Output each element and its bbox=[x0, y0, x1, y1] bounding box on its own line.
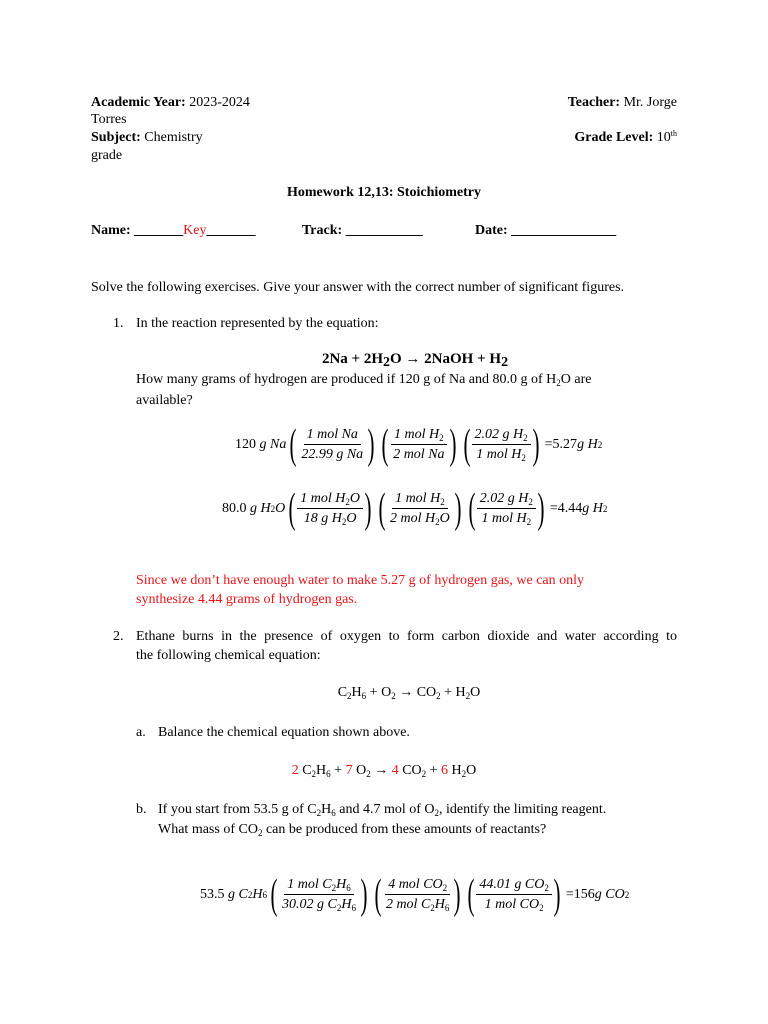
q1-equation bbox=[0, 350, 768, 368]
q2b-text: , identify the limiting reagent. bbox=[439, 802, 607, 817]
subscript: 2 bbox=[331, 883, 337, 893]
fraction-denominator: O bbox=[439, 511, 450, 526]
subscript: 2 bbox=[430, 903, 435, 913]
q2-eq-part: + O bbox=[366, 685, 392, 700]
fraction-denominator: 2 mol H bbox=[390, 511, 436, 526]
arrow-icon: → bbox=[405, 351, 421, 367]
q2-eq-part: O bbox=[470, 685, 481, 700]
calc-unit: g Na bbox=[259, 437, 287, 452]
q1-eq-sub: 2 bbox=[383, 355, 390, 370]
name-blank-right: _______ bbox=[206, 223, 256, 238]
q2a-balanced-equation: 2 $C_2H_6 + 7$ $O_2 \to 4$ $CO_2 + 6$ $H_2O$ bbox=[291, 763, 477, 779]
fraction-denominator: 2 mol Na bbox=[393, 447, 445, 462]
subject-value: Chemistry bbox=[144, 130, 203, 145]
fraction-numerator: 4 mol CO bbox=[388, 877, 443, 892]
name-label: Name: bbox=[91, 223, 131, 238]
grade-label: Grade Level: bbox=[574, 130, 654, 145]
grade-wrap: grade bbox=[91, 148, 123, 163]
q2-number: 2. bbox=[113, 629, 124, 644]
fraction-denominator: H bbox=[434, 897, 445, 912]
q2b-text: If you start from 53.5 g of C bbox=[158, 802, 317, 817]
coefficient: 7 bbox=[345, 763, 353, 778]
fraction-numerator: ( 1 mol Na bbox=[304, 427, 361, 445]
fraction-denominator: 1 mol CO bbox=[484, 897, 540, 912]
calc-result: =4.44 bbox=[549, 501, 583, 516]
fraction-numerator: 2.02 g H bbox=[474, 427, 524, 442]
q2b-line-2 bbox=[158, 822, 546, 839]
teacher-value: Mr. Jorge bbox=[623, 95, 677, 110]
subscript: 2 bbox=[347, 691, 352, 701]
q1-question bbox=[136, 372, 591, 389]
track-field[interactable] bbox=[302, 223, 423, 240]
page-title: Homework 12,13: Stoichiometry bbox=[286, 185, 482, 200]
date-blank: _______________ bbox=[511, 223, 617, 238]
arrow-icon: → bbox=[370, 763, 392, 778]
calc-unit: g H bbox=[582, 501, 603, 516]
q1-answer-line-1: Since we don’t have enough water to make 5.27 g of hydrogen gas, we can only bbox=[136, 573, 585, 588]
q2-equation bbox=[0, 685, 768, 702]
q2-prompt-line-1: Ethane burns in the presence of oxygen to form carbon dioxide and water according to bbox=[136, 629, 677, 644]
calc-result: =156 bbox=[565, 887, 595, 902]
track-blank: ___________ bbox=[345, 223, 423, 238]
q2a-letter: a. bbox=[136, 725, 146, 740]
fraction-denominator: 30.02 g C bbox=[281, 897, 337, 912]
subscript: 2 bbox=[461, 769, 467, 779]
subscript: 2 bbox=[439, 433, 444, 443]
subscript: 2 bbox=[391, 691, 396, 701]
teacher bbox=[568, 95, 677, 112]
fraction-numerator: 44.01 g CO bbox=[479, 877, 545, 892]
q2b-text: What mass of CO bbox=[158, 822, 258, 837]
calc-lead: 53.5 bbox=[200, 887, 225, 902]
name-value: Key bbox=[183, 223, 207, 238]
grade-sup: th bbox=[670, 129, 677, 138]
subscript: 2 bbox=[539, 903, 544, 913]
q1-eq-part: 2NaOH + H bbox=[420, 351, 502, 367]
academic-year bbox=[91, 95, 250, 112]
subscript: 2 bbox=[421, 769, 427, 779]
q1-question-text: How many grams of hydrogen are produced if 120 g of Na and 80.0 g of H bbox=[136, 372, 557, 387]
coefficient: 2 bbox=[291, 763, 299, 778]
date-field[interactable] bbox=[475, 223, 616, 240]
q1-calculation-2: 80.0 g H 2 O ( $\frac{1 mol H_2O}{18 g H_2O}$ ) ( $\frac{1 mol H_2}{2 mol H_2O}$ ) ( $\frac{2.02 g H_2}{1 mol H_2}$ ) =4.44 g H 2 bbox=[222, 488, 607, 530]
coefficient: 4 bbox=[391, 763, 399, 778]
q2-eq-part: O bbox=[466, 763, 477, 778]
q1-question-sub: 2 bbox=[556, 378, 561, 388]
q2b-text: H bbox=[321, 802, 332, 817]
name-field[interactable] bbox=[91, 223, 255, 240]
subscript: 2 bbox=[440, 497, 445, 507]
q2-eq-part: C bbox=[302, 763, 312, 778]
subscript: 2 bbox=[434, 808, 440, 818]
q2b-line-1 bbox=[158, 802, 606, 819]
subscript: 2 bbox=[544, 883, 549, 893]
fraction-numerator: 1 mol H bbox=[394, 427, 440, 442]
subscript: 6 bbox=[331, 808, 336, 818]
subscript: 2 bbox=[311, 769, 317, 779]
fraction-denominator: 2 mol C bbox=[385, 897, 431, 912]
coefficient: 6 bbox=[441, 763, 449, 778]
academic-year-label: Academic Year: bbox=[91, 95, 186, 110]
subscript: 6 bbox=[346, 883, 351, 893]
fraction-numerator: 1 mol C bbox=[287, 877, 332, 892]
q1-eq-sub: 2 bbox=[501, 355, 509, 370]
subscript: 2 bbox=[523, 433, 528, 443]
instructions: Solve the following exercises. Give your answer with the correct number of significant figures. bbox=[91, 280, 625, 295]
calc-lead: 120 bbox=[235, 437, 256, 452]
subscript: 2 bbox=[316, 808, 322, 818]
fraction-numerator: O bbox=[349, 491, 360, 506]
name-blank-left: _______ bbox=[134, 223, 184, 238]
subscript: 2 bbox=[528, 497, 533, 507]
calc-result: =5.27 bbox=[544, 437, 578, 452]
q2b-calculation: 53.5 g C 2 H 6 ( $\frac{1 mol C_2H_6}{30.02 g C_2H_6}$ ) ( $\frac{4 mol CO_2}{2 mol C_2H_6}$ ) ( $\frac{44.01 g CO_2}{1 mol CO_2}$ ) =156 g CO 2 bbox=[200, 874, 629, 916]
fraction-denominator: H bbox=[341, 897, 352, 912]
calc-unit: g H bbox=[250, 501, 271, 516]
fraction-numerator: 2.02 g H bbox=[479, 491, 529, 506]
q1-calculation-1: 120 g Na ( $\frac{\text{1 mol Na}}{\text{22.99 g Na}}$ ) ( $\frac{1 mol H_2}{\text{2 mol Na}}$ ) ( $\frac{2.02 g H_2}{1 mol H_2}$ ) =5.27 g H 2 bbox=[235, 424, 602, 466]
subscript: 2 bbox=[257, 828, 263, 838]
q2-eq-part: CO bbox=[416, 685, 437, 700]
grade-level bbox=[574, 130, 677, 147]
fraction-numerator: 1 mol H bbox=[300, 491, 346, 506]
fraction-denominator: 18 g H bbox=[303, 511, 342, 526]
q2b-text: and 4.7 mol of O bbox=[335, 802, 435, 817]
subscript: 2 bbox=[345, 497, 350, 507]
fraction-numerator: 1 mol H bbox=[395, 491, 441, 506]
q1-question-text: O are bbox=[560, 372, 592, 387]
arrow-icon: → bbox=[395, 685, 417, 700]
subscript: 2 bbox=[435, 517, 440, 527]
q2-eq-part: C bbox=[337, 685, 348, 700]
q2-eq-part: + H bbox=[440, 685, 466, 700]
teacher-wrap: Torres bbox=[91, 112, 127, 127]
q2-eq-part: H bbox=[351, 685, 362, 700]
fraction-denominator: 22.99 g Na bbox=[301, 447, 364, 462]
fraction-denominator: O bbox=[346, 511, 357, 526]
subject-label: Subject: bbox=[91, 130, 141, 145]
subscript: 2 bbox=[526, 517, 532, 527]
subscript: 2 bbox=[341, 517, 347, 527]
q1-answer-line-2: synthesize 4.44 grams of hydrogen gas. bbox=[136, 592, 358, 607]
subscript: 2 bbox=[336, 903, 342, 913]
subscript: 6 bbox=[351, 903, 356, 913]
q2-eq-part: H bbox=[316, 763, 327, 778]
subject bbox=[91, 130, 203, 147]
fraction-denominator: 1 mol H bbox=[481, 511, 527, 526]
subscript: 6 bbox=[361, 691, 367, 701]
date-label: Date: bbox=[475, 223, 508, 238]
calc-unit: H bbox=[252, 887, 263, 902]
q1-eq-part: O bbox=[390, 351, 406, 367]
subscript: 6 bbox=[326, 769, 331, 779]
subscript: 2 bbox=[465, 691, 471, 701]
grade-value: 10 bbox=[656, 130, 671, 145]
calc-unit: g H bbox=[577, 437, 598, 452]
q2-prompt-line-2: the following chemical equation: bbox=[136, 648, 321, 663]
track-label: Track: bbox=[302, 223, 343, 238]
q2a-prompt: Balance the chemical equation shown above. bbox=[158, 725, 410, 740]
academic-year-value: 2023-2024 bbox=[189, 95, 250, 110]
subscript: 6 bbox=[444, 903, 450, 913]
q1-eq-part: 2Na + 2H bbox=[321, 351, 383, 367]
q1-prompt: In the reaction represented by the equation: bbox=[136, 316, 379, 331]
fraction-numerator: H bbox=[336, 877, 347, 892]
q1-question-wrap: available? bbox=[136, 393, 193, 408]
subscript: 2 bbox=[521, 453, 526, 463]
q2b-letter: b. bbox=[136, 802, 147, 817]
q1-number: 1. bbox=[113, 316, 124, 331]
subscript: 2 bbox=[442, 883, 448, 893]
q2b-text: can be produced from these amounts of reactants? bbox=[262, 822, 547, 837]
subscript: 2 bbox=[436, 691, 441, 701]
fraction-denominator: 1 mol H bbox=[476, 447, 522, 462]
q2-eq-part: CO bbox=[402, 763, 422, 778]
calc-unit: g CO bbox=[594, 887, 625, 902]
subscript: 2 bbox=[366, 769, 371, 779]
calc-unit: O bbox=[275, 501, 286, 516]
teacher-label: Teacher: bbox=[567, 95, 621, 110]
calc-lead: 80.0 bbox=[222, 501, 247, 516]
